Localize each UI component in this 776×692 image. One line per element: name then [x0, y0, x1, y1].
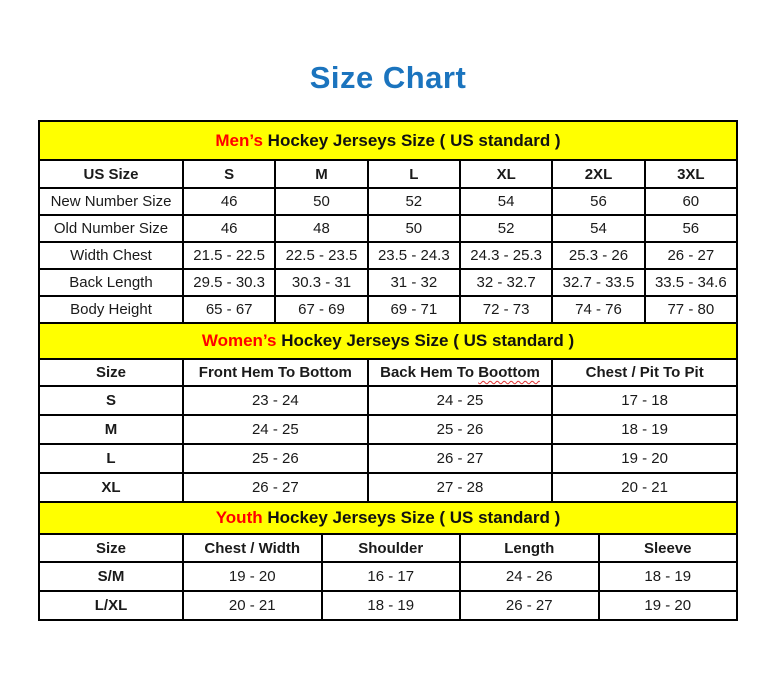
table-cell: 23.5 - 24.3 — [368, 242, 460, 269]
youth-banner-highlight: Youth — [215, 508, 263, 527]
table-cell: 25 - 26 — [368, 415, 553, 444]
row-label: New Number Size — [39, 188, 183, 215]
table-cell: 52 — [368, 188, 460, 215]
column-header: 3XL — [645, 160, 737, 188]
table-cell: 67 - 69 — [275, 296, 367, 323]
column-header: Size — [39, 534, 183, 562]
table-cell: 65 - 67 — [183, 296, 275, 323]
column-header: Length — [460, 534, 599, 562]
header-text: Back Hem To — [380, 364, 479, 381]
row-label: Width Chest — [39, 242, 183, 269]
column-header: XL — [460, 160, 552, 188]
table-cell: 23 - 24 — [183, 386, 368, 415]
youth-banner-text: Hockey Jerseys Size ( US standard ) — [262, 508, 561, 527]
table-cell: 19 - 20 — [552, 444, 737, 473]
row-label: XL — [39, 473, 183, 502]
row-label: L/XL — [39, 591, 183, 620]
table-cell: 72 - 73 — [460, 296, 552, 323]
table-cell: 20 - 21 — [552, 473, 737, 502]
misspelled-word: Boottom — [478, 364, 540, 381]
mens-banner-text: Hockey Jerseys Size ( US standard ) — [262, 130, 561, 150]
table-cell: 69 - 71 — [368, 296, 460, 323]
table-row — [39, 415, 737, 444]
column-header: L — [368, 160, 460, 188]
size-chart — [38, 120, 738, 621]
column-header: Chest / Pit To Pit — [552, 359, 737, 386]
table-cell: 26 - 27 — [645, 242, 737, 269]
table-cell: 27 - 28 — [368, 473, 553, 502]
table-row — [39, 386, 737, 415]
row-label: Old Number Size — [39, 215, 183, 242]
mens-header-row — [39, 160, 737, 188]
table-row — [39, 215, 737, 242]
mens-section-banner — [38, 120, 738, 161]
table-cell: 19 - 20 — [183, 562, 322, 591]
table-cell: 50 — [368, 215, 460, 242]
column-header: M — [275, 160, 367, 188]
table-cell: 26 - 27 — [460, 591, 599, 620]
table-cell: 56 — [552, 188, 644, 215]
table-cell: 29.5 - 30.3 — [183, 269, 275, 296]
column-header: 2XL — [552, 160, 644, 188]
table-cell: 30.3 - 31 — [275, 269, 367, 296]
womens-banner-text: Hockey Jerseys Size ( US standard ) — [276, 331, 575, 350]
table-cell: 25.3 - 26 — [552, 242, 644, 269]
youth-header-row — [39, 534, 737, 562]
table-cell: 77 - 80 — [645, 296, 737, 323]
table-cell: 21.5 - 22.5 — [183, 242, 275, 269]
column-header: Size — [39, 359, 183, 386]
row-label: Body Height — [39, 296, 183, 323]
womens-section-banner — [38, 322, 738, 360]
table-cell: 46 — [183, 215, 275, 242]
table-cell: 26 - 27 — [183, 473, 368, 502]
youth-size-table — [38, 533, 738, 621]
table-cell: 50 — [275, 188, 367, 215]
table-cell: 56 — [645, 215, 737, 242]
table-cell: 18 - 19 — [552, 415, 737, 444]
table-cell: 74 - 76 — [552, 296, 644, 323]
table-cell: 20 - 21 — [183, 591, 322, 620]
table-row — [39, 242, 737, 269]
table-cell: 24 - 25 — [183, 415, 368, 444]
table-cell: 48 — [275, 215, 367, 242]
column-header: Sleeve — [599, 534, 738, 562]
table-row — [39, 269, 737, 296]
table-row — [39, 591, 737, 620]
table-row — [39, 188, 737, 215]
table-cell: 54 — [460, 188, 552, 215]
column-header: S — [183, 160, 275, 188]
table-cell: 24.3 - 25.3 — [460, 242, 552, 269]
page-title: Size Chart — [309, 60, 467, 95]
column-header: US Size — [39, 160, 183, 188]
column-header: Front Hem To Bottom — [183, 359, 368, 386]
womens-banner-highlight: Women’s — [201, 331, 277, 350]
row-label: S/M — [39, 562, 183, 591]
youth-section-banner — [38, 501, 738, 535]
table-cell: 17 - 18 — [552, 386, 737, 415]
row-label: L — [39, 444, 183, 473]
mens-size-table — [38, 159, 738, 324]
womens-size-table — [38, 358, 738, 503]
womens-header-row — [39, 359, 737, 386]
column-header-misspelled — [368, 359, 553, 386]
mens-banner-highlight: Men’s — [215, 130, 263, 150]
table-cell: 32 - 32.7 — [460, 269, 552, 296]
table-cell: 31 - 32 — [368, 269, 460, 296]
table-cell: 25 - 26 — [183, 444, 368, 473]
table-cell: 22.5 - 23.5 — [275, 242, 367, 269]
table-cell: 60 — [645, 188, 737, 215]
row-label: Back Length — [39, 269, 183, 296]
table-row — [39, 444, 737, 473]
table-cell: 24 - 26 — [460, 562, 599, 591]
row-label: S — [39, 386, 183, 415]
table-cell: 26 - 27 — [368, 444, 553, 473]
table-cell: 54 — [552, 215, 644, 242]
table-cell: 19 - 20 — [599, 591, 738, 620]
table-cell: 16 - 17 — [322, 562, 461, 591]
column-header: Chest / Width — [183, 534, 322, 562]
table-row — [39, 562, 737, 591]
column-header: Shoulder — [322, 534, 461, 562]
table-row — [39, 473, 737, 502]
table-cell: 32.7 - 33.5 — [552, 269, 644, 296]
row-label: M — [39, 415, 183, 444]
table-row — [39, 296, 737, 323]
table-cell: 33.5 - 34.6 — [645, 269, 737, 296]
table-cell: 52 — [460, 215, 552, 242]
table-cell: 24 - 25 — [368, 386, 553, 415]
table-cell: 46 — [183, 188, 275, 215]
table-cell: 18 - 19 — [322, 591, 461, 620]
table-cell: 18 - 19 — [599, 562, 738, 591]
